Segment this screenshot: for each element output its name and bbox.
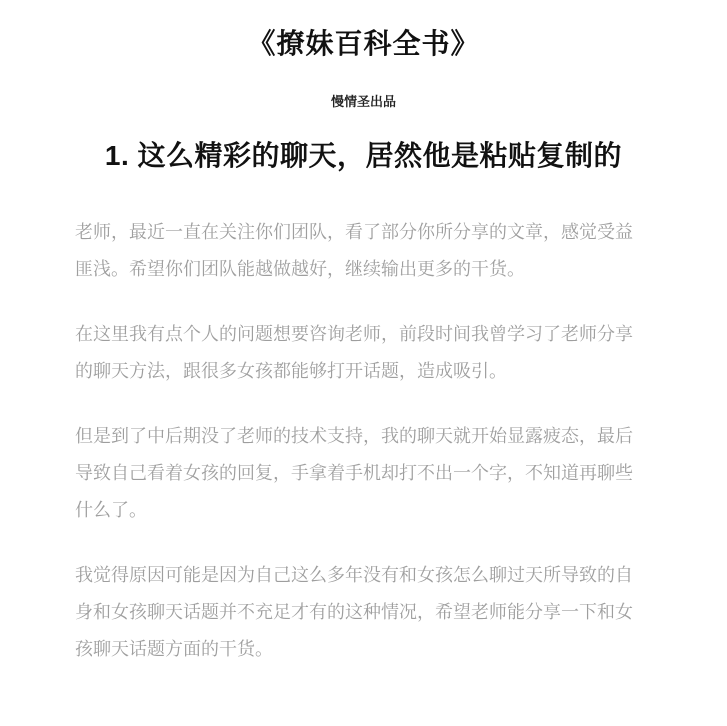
- publisher-byline: 慢情圣出品: [330, 94, 396, 109]
- paragraph-line: 导致自己看着女孩的回复，手拿着手机却打不出一个字，不知道再聊些: [75, 463, 633, 483]
- paragraph-line: 的聊天方法，跟很多女孩都能够打开话题，造成吸引。: [75, 361, 507, 381]
- paragraph-line: 但是到了中后期没了老师的技术支持，我的聊天就开始显露疲态，最后: [75, 426, 633, 446]
- paragraph: [75, 214, 652, 288]
- paragraph-line: 什么了。: [75, 500, 147, 520]
- paragraph-line: 老师，最近一直在关注你们团队，看了部分你所分享的文章，感觉受益: [75, 222, 633, 242]
- paragraph-line: 匪浅。希望你们团队能越做越好，继续输出更多的干货。: [75, 259, 525, 279]
- paragraph-line: 身和女孩聊天话题并不充足才有的这种情况，希望老师能分享一下和女: [75, 602, 633, 622]
- paragraph-line: 在这里我有点个人的问题想要咨询老师，前段时间我曾学习了老师分享: [75, 324, 633, 344]
- paragraph: [75, 557, 652, 668]
- paragraph: [75, 316, 652, 390]
- chapter-heading: 1. 这么精彩的聊天，居然他是粘贴复制的: [104, 140, 623, 171]
- paragraph-line: 我觉得原因可能是因为自己这么多年没有和女孩怎么聊过天所导致的自: [75, 565, 633, 585]
- paragraph-line: 孩聊天话题方面的干货。: [75, 639, 273, 659]
- book-title: 《撩妹百科全书》: [247, 28, 480, 59]
- paragraph: [75, 418, 652, 529]
- body-copy: [75, 214, 652, 668]
